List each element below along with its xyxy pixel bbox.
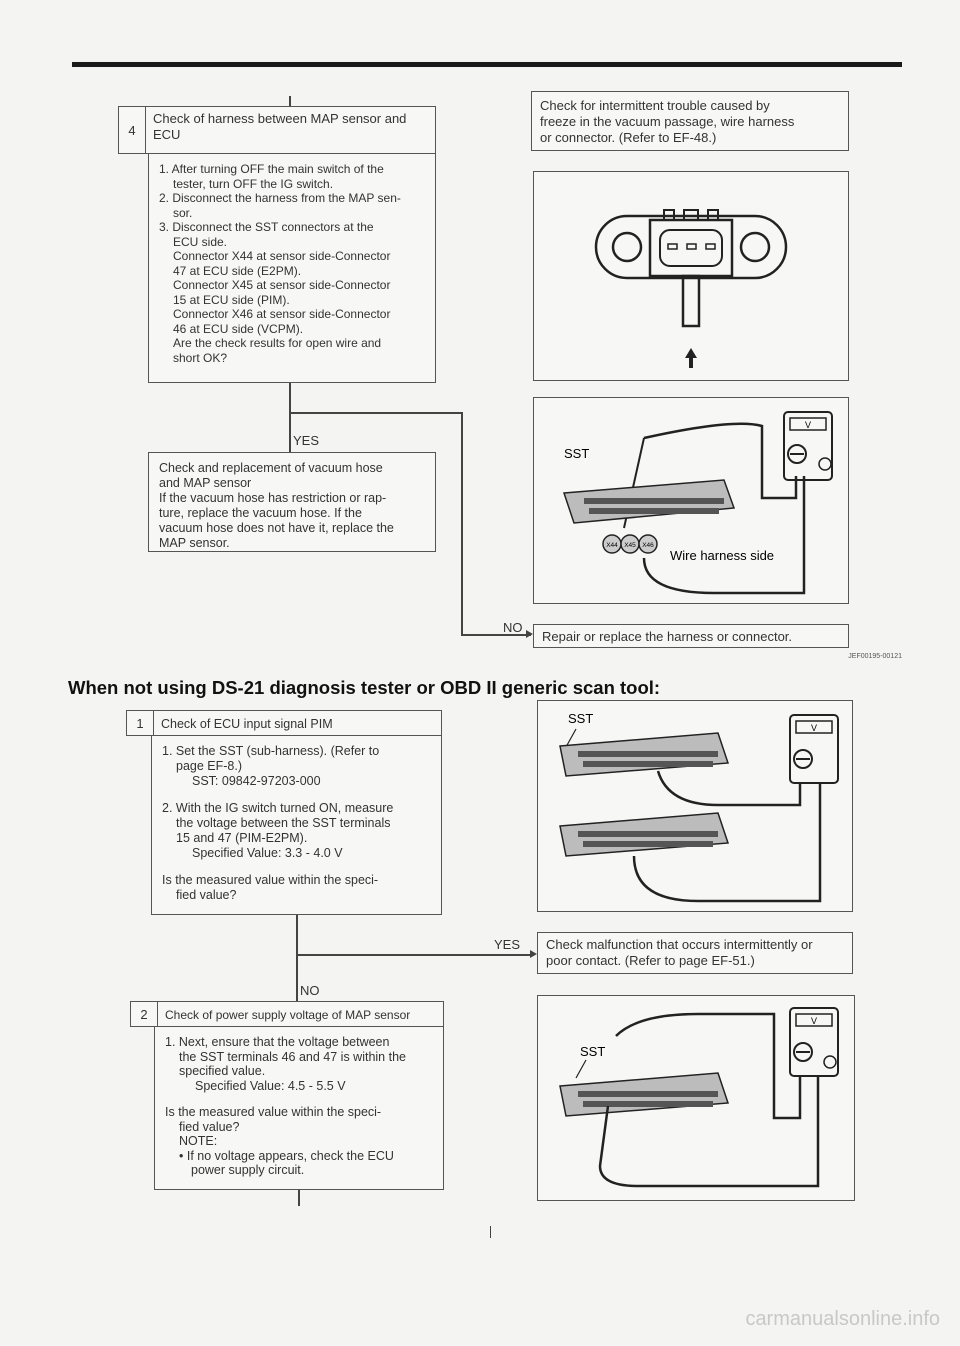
arrow-head [530,950,537,958]
top-rule [72,62,902,67]
intermittent-line: Check for intermittent trouble caused by [540,98,770,113]
replace-box [148,452,436,552]
step4-line: tester, turn OFF the IG switch. [173,176,334,191]
section-title: When not using DS-21 diagnosis tester or OBD II generic scan tool: [68,677,661,698]
step2-number: 2 [131,1002,158,1026]
arrow-head [526,630,533,638]
replace-line: ture, replace the vacuum hose. If the [159,506,362,520]
step4-header [118,106,436,154]
wire-harness-label: Wire harness side [670,548,775,563]
step2-line: power supply circuit. [191,1163,305,1177]
meter-label: V [804,420,812,430]
step2-line: fied value? [179,1119,240,1134]
map-sensor-figure [533,171,849,381]
repair-text: Repair or replace the harness or connector. [542,629,793,644]
step1-line: page EF-8.) [176,759,243,773]
step1-line: Specified Value: 3.3 - 4.0 V [192,846,343,860]
no-label: NO [300,983,320,998]
step1-number: 1 [127,711,154,735]
step4-title: Check of harness between MAP sensor and ECU [153,111,407,142]
step4-line: 3. Disconnect the SST connectors at the [159,220,374,234]
figure-code: JEF00195-00121 [848,653,902,660]
connector-x45: X45 [624,542,636,549]
yes-label: YES [494,937,521,952]
flow-line [289,96,291,106]
meter-label: V [810,1016,818,1026]
sst-meter-drawing-1 [534,398,847,602]
sst-label: SST [568,711,594,726]
sst-meter-drawing-2 [538,701,851,910]
step1-line: the voltage between the SST terminals [176,816,391,830]
no-label: NO [503,620,523,635]
step1-header [126,710,442,736]
step2-line: Specified Value: 4.5 - 5.5 V [195,1078,346,1093]
step4-line: 1. After turning OFF the main switch of the [159,162,384,176]
repair-box [533,624,849,648]
map-sensor-drawing [534,172,847,379]
step4-number: 4 [119,107,146,153]
page-mark [490,1226,491,1238]
malfunction-box [537,932,853,974]
step2-line: Is the measured value within the speci- [165,1105,382,1119]
step4-line: 15 at ECU side (PIM). [173,292,290,307]
step1-line: 1. Set the SST (sub-harness). (Refer to [162,744,380,758]
intermittent-box [531,91,849,151]
malfunction-line: poor contact. (Refer to page EF-51.) [546,953,755,968]
flow-line [296,954,534,956]
step4-line: 46 at ECU side (VCPM). [173,321,304,336]
replace-line: vacuum hose does not have it, replace the [159,521,394,535]
step2-line: 1. Next, ensure that the voltage between [165,1035,390,1049]
sst-meter-figure-3 [537,995,855,1201]
replace-line: If the vacuum hose has restriction or rap- [159,491,387,505]
step4-line: 2. Disconnect the harness from the MAP sen- [159,191,401,205]
step2-line: NOTE: [179,1134,218,1148]
flow-line [289,412,461,414]
step2-title: Check of power supply voltage of MAP sensor [165,1008,411,1022]
flow-line [296,915,298,1002]
replace-line: and MAP sensor [159,476,252,490]
flow-line [289,383,291,453]
step1-line: fied value? [176,888,237,902]
flow-line [461,412,463,634]
sst-meter-drawing-3 [538,996,853,1199]
step1-line: 15 and 47 (PIM-E2PM). [176,831,308,845]
step1-body [151,735,442,915]
yes-label: YES [293,433,320,448]
sst-meter-figure-1 [533,397,849,604]
step2-line: the SST terminals 46 and 47 is within the [179,1049,406,1064]
step2-header [130,1001,444,1027]
step4-line: sor. [173,205,193,220]
step4-body [148,153,436,383]
step4-line: ECU side. [173,234,228,249]
step4-line: Connector X45 at sensor side-Connector [173,278,391,292]
sst-label: SST [564,446,590,461]
step4-line: Are the check results for open wire and [173,336,382,350]
intermittent-line: freeze in the vacuum passage, wire harness [540,114,795,129]
replace-line: Check and replacement of vacuum hose [159,461,383,475]
sst-meter-figure-2 [537,700,853,912]
connector-x46: X46 [642,542,654,549]
step1-line: Is the measured value within the speci- [162,873,379,887]
flow-line [298,1190,300,1206]
meter-label: V [810,723,818,733]
step2-body [154,1026,444,1190]
step1-line: SST: 09842-97203-000 [192,774,321,788]
sst-label: SST [580,1044,606,1059]
step2-line: • If no voltage appears, check the ECU [179,1148,394,1163]
step2-line: specified value. [179,1064,266,1078]
step4-lines [149,154,435,371]
step1-line: 2. With the IG switch turned ON, measure [162,801,394,815]
connector-x44: X44 [606,542,618,549]
malfunction-line: Check malfunction that occurs intermittently or [546,937,813,952]
step4-line: Connector X44 at sensor side-Connector [173,249,391,263]
replace-line: MAP sensor. [159,536,230,550]
watermark: carmanualsonline.info [745,1308,940,1330]
step1-title: Check of ECU input signal PIM [161,717,333,731]
intermittent-line: or connector. (Refer to EF-48.) [540,130,717,145]
step4-line: short OK? [173,350,228,365]
step4-line: 47 at ECU side (E2PM). [173,263,302,278]
step4-line: Connector X46 at sensor side-Connector [173,307,391,321]
